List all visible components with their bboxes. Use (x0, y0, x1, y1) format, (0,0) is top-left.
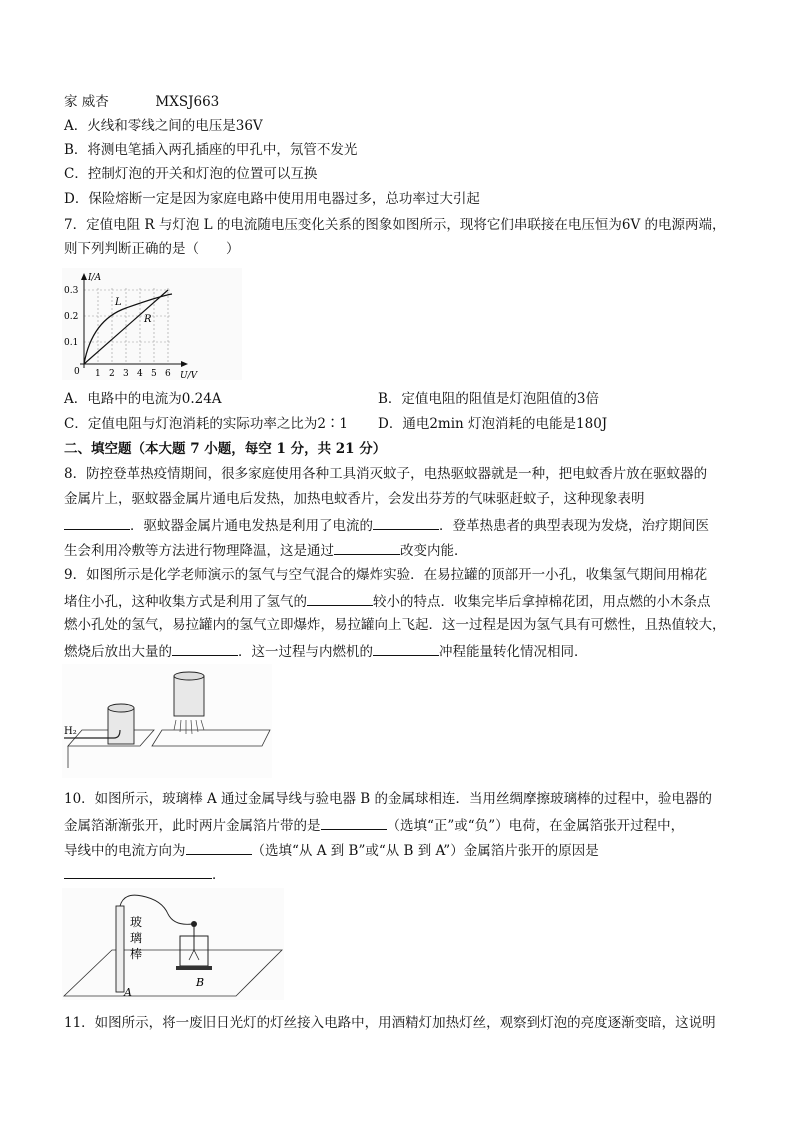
section-title: 二、填空题（本大题 7 小题，每空 1 分，共 21 分） (64, 441, 387, 457)
header-code: MXSJ663 (155, 94, 220, 110)
q7-option-d: D．通电2min 灯泡消耗的电能是180J (378, 416, 608, 432)
q8-line1: 8．防控登革热疫情期间，很多家庭使用各种工具消灭蚊子，电热驱蚊器就是一种，把电蚊香片放在驱蚊器的 (64, 466, 708, 482)
q7-option-a: A．电路中的电流为0.24A (64, 391, 222, 407)
q8-blank-1[interactable] (64, 515, 130, 530)
ytick-0-2: 0.2 (64, 312, 79, 322)
line-R-label: R (144, 314, 152, 325)
q6-option-b: B．将测电笔插入两孔插座的甲孔中，氖管不发光 (64, 142, 358, 158)
q10-line4-text: ． (212, 867, 226, 883)
q9-hydrogen-figure (62, 664, 272, 778)
q9-line2 (64, 591, 711, 611)
q6-option-d: D．保险熔断一定是因为家庭电路中使用用电器过多，总功率过大引起 (64, 191, 480, 207)
ytick-0-1: 0.1 (64, 338, 79, 348)
xtick-5: 5 (151, 369, 157, 379)
label-a: A (124, 986, 132, 999)
q8-line4-text-b: 改变内能． (400, 543, 468, 559)
q10-blank-1[interactable] (321, 815, 387, 830)
y-axis-label: I/A (88, 273, 102, 283)
q9-line4-text-c: 冲程能量转化情况相同． (439, 644, 588, 660)
right-can (174, 676, 204, 716)
q8-line3-text-b: ．登革热患者的典型表现为发烧，治疗期间医 (439, 518, 709, 534)
header-prefix: 家 威杏 (64, 94, 109, 110)
label-b: B (196, 976, 205, 989)
q10-line3-text-a: 导线中的电流方向为 (64, 843, 186, 859)
header-line (64, 93, 219, 111)
xtick-4: 4 (137, 369, 143, 379)
q9-line2-text-a: 堵住小孔，这种收集方式是利用了氢气的 (64, 594, 307, 610)
q8-line4 (64, 540, 468, 560)
q7-stem-line1: 7．定值电阻 R 与灯泡 L 的电流随电压变化关系的图象如图所示，现将它们串联接在电压恒为6V 的电源两端， (64, 217, 726, 233)
q7-option-c: C．定值电阻与灯泡消耗的实际功率之比为2∶1 (64, 416, 349, 432)
q6-option-a: A．火线和零线之间的电压是36V (64, 118, 263, 134)
q11-line1: 11．如图所示，将一废旧日光灯的灯丝接入电路中，用酒精灯加热灯丝，观察到灯泡的亮度逐渐变暗，这说明 (64, 1015, 716, 1031)
origin-label: 0 (74, 367, 80, 377)
q6-option-c: C．控制灯泡的开关和灯泡的位置可以互换 (64, 166, 318, 182)
q10-line2-text-a: 金属箔渐渐张开，此时两片金属箔片带的是 (64, 818, 321, 834)
ytick-0-3: 0.3 (64, 286, 79, 296)
q9-line4-text-a: 燃烧后放出大量的 (64, 644, 172, 660)
xtick-2: 2 (109, 369, 115, 379)
q9-line4-text-b: ．这一过程与内燃机的 (238, 644, 373, 660)
curve-L-label: L (115, 297, 122, 308)
q8-line4-text-a: 生会利用冷敷等方法进行物理降温，这是通过 (64, 543, 334, 559)
q7-option-b: B．定值电阻的阻值是灯泡阻值的3倍 (378, 391, 600, 407)
q10-electroscope-figure (62, 888, 284, 1000)
xtick-1: 1 (95, 369, 101, 379)
q9-blank-2[interactable] (172, 641, 238, 656)
q8-blank-3[interactable] (334, 540, 400, 555)
q7-stem-line2: 则下列判断正确的是（ ） (64, 241, 240, 257)
q9-blank-1[interactable] (307, 591, 373, 606)
hydrogen-label: H₂ (64, 726, 77, 737)
q9-line4 (64, 641, 588, 661)
q8-line3-text-a: ．驱蚊器金属片通电发热是利用了电流的 (130, 518, 373, 534)
q10-line4 (64, 864, 226, 884)
q7-iu-graph (62, 268, 242, 380)
q10-line3 (64, 840, 599, 860)
rod-label-char-1: 玻璃棒 (130, 915, 143, 961)
q10-blank-3[interactable] (64, 864, 212, 879)
xtick-6: 6 (165, 369, 171, 379)
q10-line2 (64, 815, 684, 835)
xtick-3: 3 (123, 369, 129, 379)
x-axis-label: U/V (180, 371, 198, 380)
q10-line2-text-b: （选填“正”或“负”）电荷，在金属箔张开过程中， (386, 818, 685, 834)
q9-line3: 燃小孔处的氢气，易拉罐内的氢气立即爆炸，易拉罐向上飞起．这一过程是因为氢气具有可燃性，且热值较大， (64, 617, 726, 633)
q8-line3 (64, 515, 709, 535)
q9-line1: 9．如图所示是化学老师演示的氢气与空气混合的爆炸实验．在易拉罐的顶部开一小孔，收集氢气期间用棉花 (64, 567, 708, 583)
q10-line1: 10．如图所示，玻璃棒 A 通过金属导线与验电器 B 的金属球相连．当用丝绸摩擦玻璃棒的过程中，验电器的 (64, 791, 713, 807)
q10-line3-text-b: （选填“从 A 到 B”或“从 B 到 A”）金属箔片张开的原因是 (251, 843, 599, 859)
q9-line2-text-b: 较小的特点．收集完毕后拿掉棉花团，用点燃的小木条点 (373, 594, 711, 610)
q9-blank-3[interactable] (373, 641, 439, 656)
q8-line2: 金属片上，驱蚊器金属片通电后发热，加热电蚊香片，会发出芬芳的气味驱赶蚊子，这种现象表明 (64, 491, 645, 507)
q10-blank-2[interactable] (186, 840, 252, 855)
glass-rod (116, 906, 124, 992)
q8-blank-2[interactable] (373, 515, 439, 530)
